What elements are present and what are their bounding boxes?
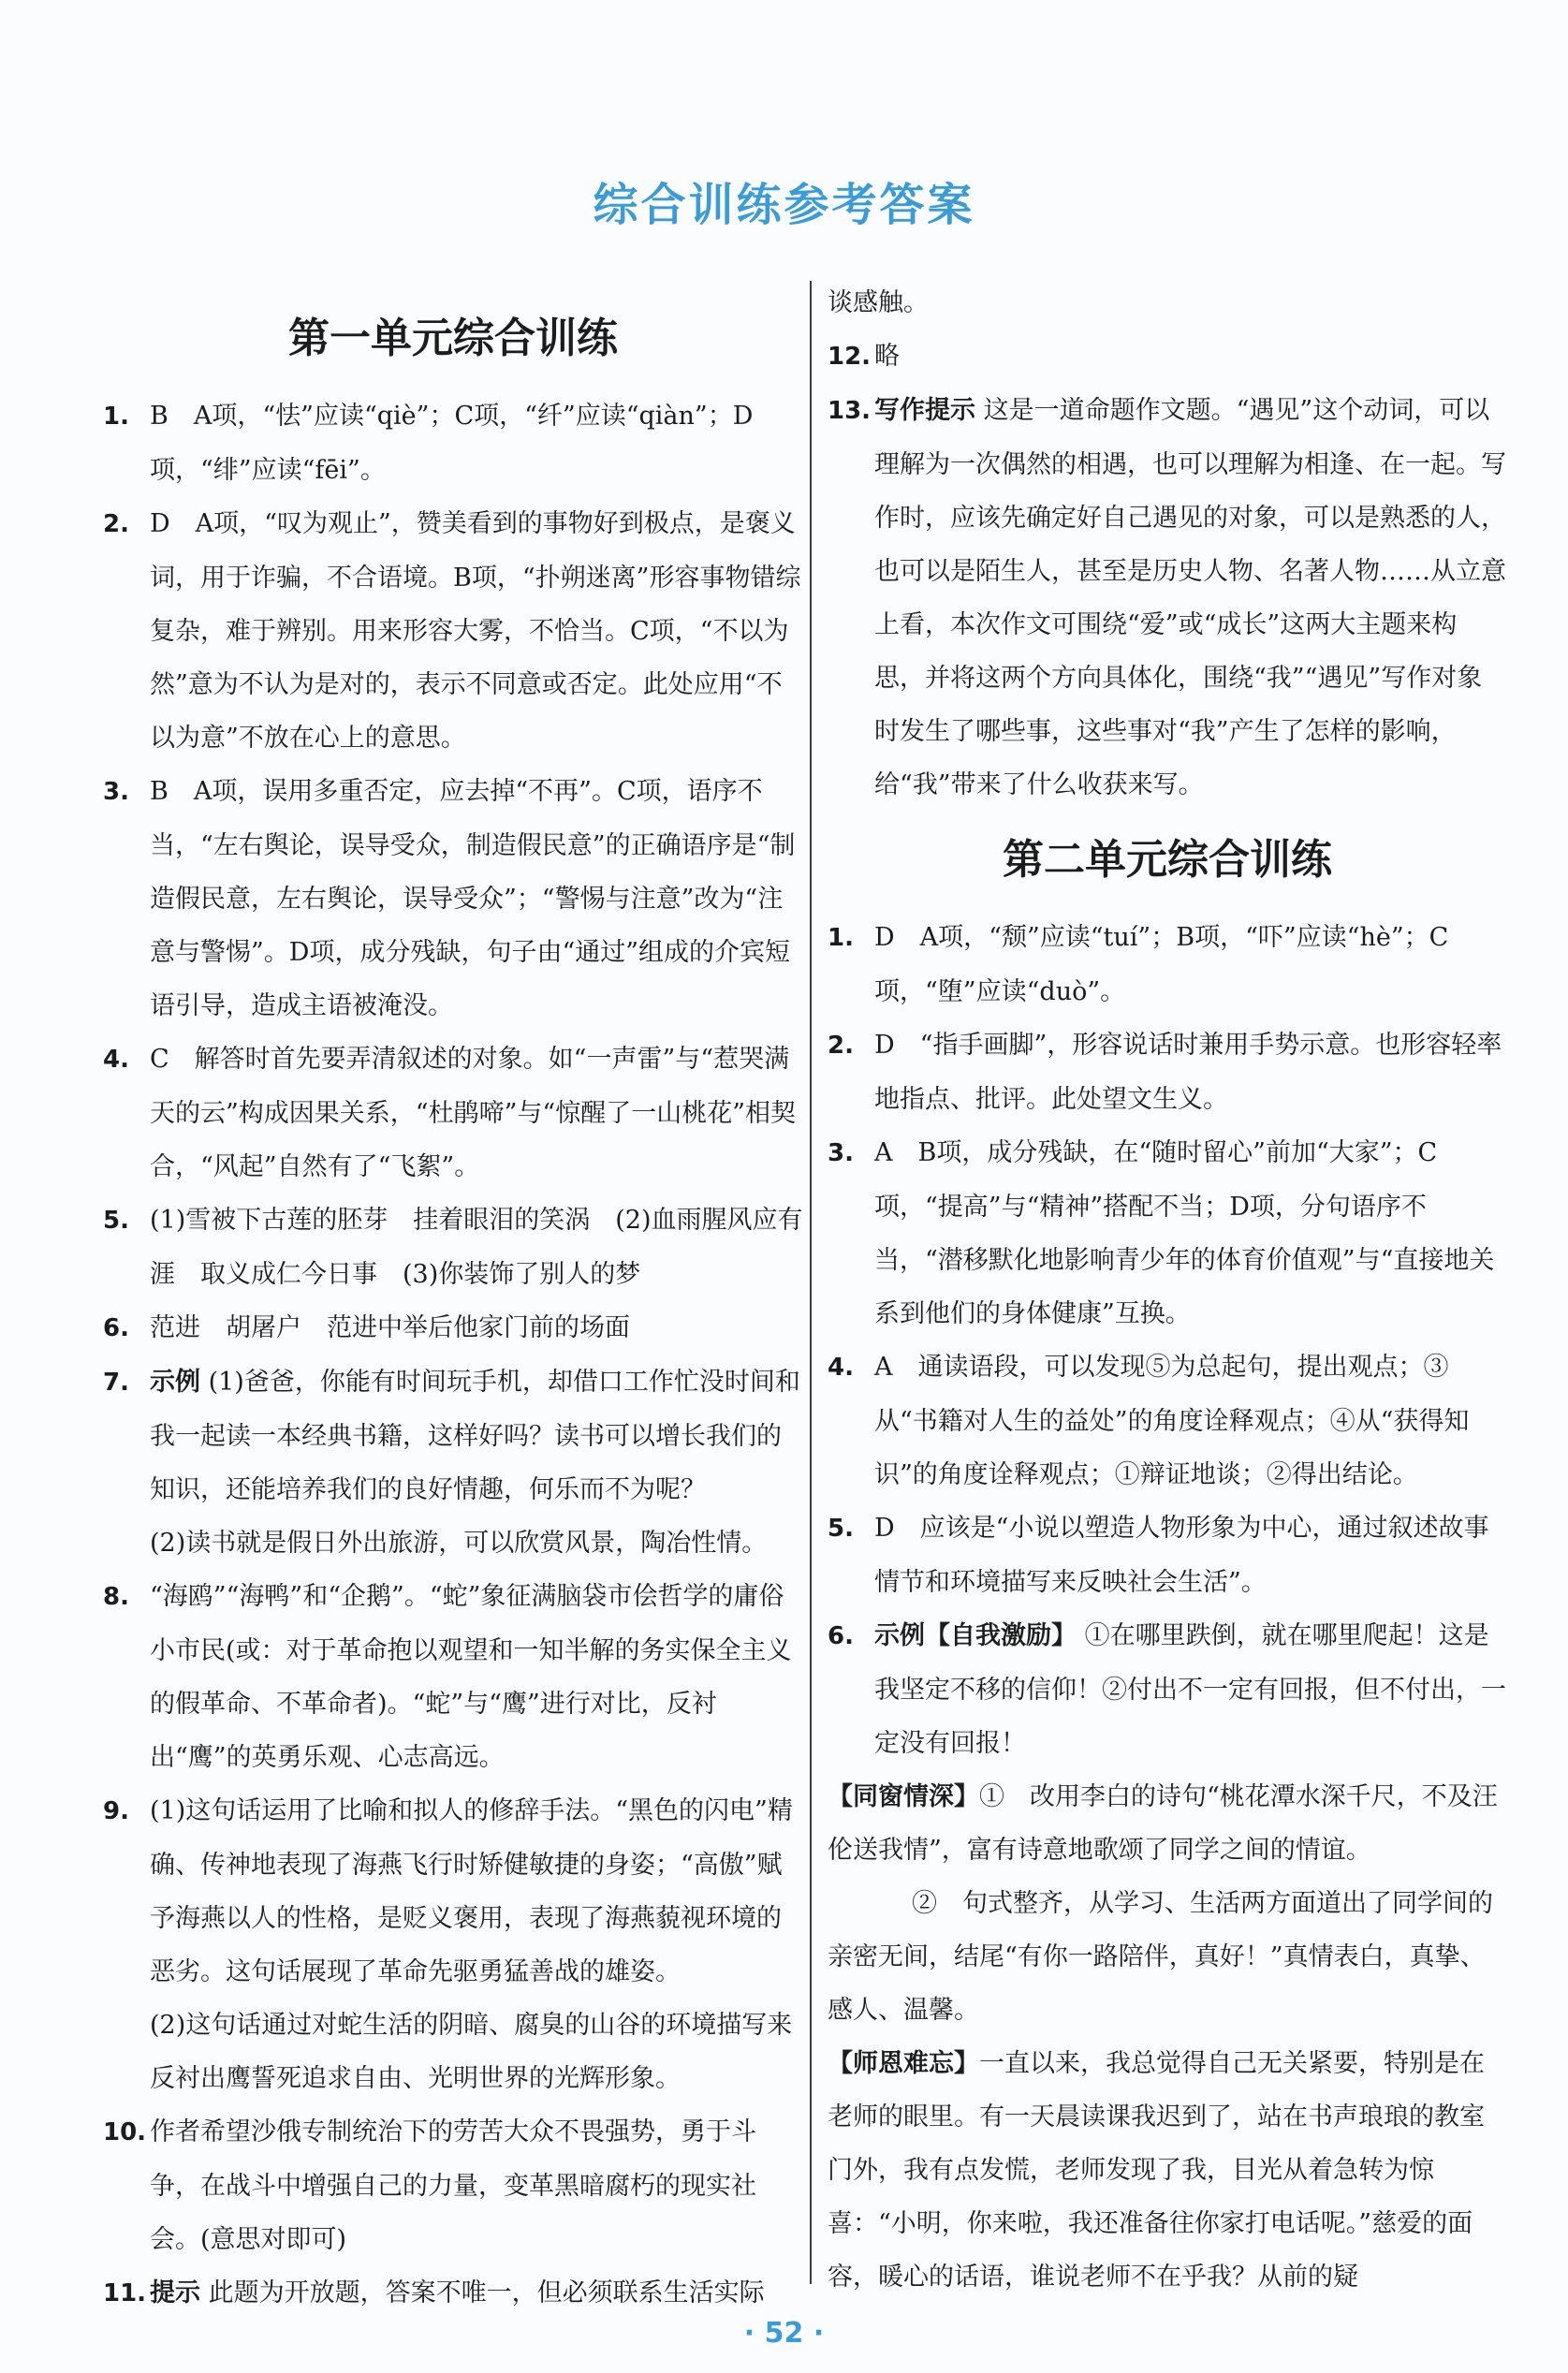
item-text: ①在哪里跌倒，就在哪里爬起！这是我坚定不移的信仰！②付出不一定有回报，但不付出，一定没有回报！ xyxy=(874,1621,1506,1758)
item-number: 9. xyxy=(103,1797,129,1825)
right-column xyxy=(828,276,1507,2304)
list-item xyxy=(103,497,803,765)
item-number: 5. xyxy=(103,1207,129,1235)
list-item xyxy=(103,2105,803,2266)
list-item xyxy=(103,1570,803,1784)
item-lead: 示例【自我激励】 xyxy=(874,1621,1077,1650)
list-item xyxy=(103,1301,803,1355)
list-item xyxy=(103,765,803,1033)
item-text: 此题为开放题，答案不唯一，但必须联系生活实际 xyxy=(208,2278,765,2307)
list-item xyxy=(828,1018,1507,1126)
list-item xyxy=(103,1355,803,1516)
list-item xyxy=(828,1609,1507,1770)
list-item xyxy=(103,1999,803,2105)
item-number: 1. xyxy=(828,924,854,952)
item-text: 作者希望沙俄专制统治下的劳苦大众不畏强势，勇于斗争，在战斗中增强自己的力量，变革黑暗腐朽的现实社会。(意思对即可) xyxy=(150,2117,756,2254)
left-column xyxy=(103,281,803,2321)
item-text: B A项，误用多重否定，应去掉“不再”。C项，语序不当，“左右舆论，误导受众，制造假民意”的正确语序是“制造假民意，左右舆论，误导受众”；“警惕与注意”改为“注意与警惕”。D项，成分残缺，句子由“通过”组成的介宾短语引导，造成主语被淹没。 xyxy=(150,777,796,1020)
item-text: D A项，“叹为观止”，赞美看到的事物好到极点，是褒义词，用于诈骗，不合语境。B项，“扑朔迷离”形容事物错综复杂，难于辨别。用来形容大雾，不恰当。C项，“不以为然”意为不认为是对的，表示不同意或否定。此处应用“不以为意”不放在心上的意思。 xyxy=(150,509,801,753)
answer-list-unit1 xyxy=(103,389,803,2321)
item-number: 7. xyxy=(103,1369,129,1397)
item-number: 6. xyxy=(103,1314,129,1342)
item-text: C 解答时首先要弄清叙述的对象。如“一声雷”与“惹哭满天的云”构成因果关系，“杜鹃啼”与“惊醒了一山桃花”相契合，“风起”自然有了“飞絮”。 xyxy=(150,1045,797,1181)
item-text: (2)这句话通过对蛇生活的阴暗、腐臭的山谷的环境描写来反衬出鹰誓死追求自由、光明世界的光辉形象。 xyxy=(150,2011,793,2093)
item-number: 12. xyxy=(828,343,872,371)
item-text: A B项，成分残缺，在“随时留心”前加“大家”；C项，“提高”与“精神”搭配不当；D项，分句语序不当，“潜移默化地影响青少年的体育价值观”与“直接地关系到他们的身体健康”互换。 xyxy=(874,1138,1495,1328)
item-number: 4. xyxy=(828,1354,854,1382)
answer-list-unit2 xyxy=(828,911,1507,1770)
item-text: 这是一道命题作文题。“遇见”这个动词，可以理解为一次偶然的相遇，也可以理解为相逢、在一起。写作时，应该先确定好自己遇见的对象，可以是熟悉的人，也可以是陌生人，甚至是历史人物、名著人物……从立意上看，本次作文可围绕“爱”或“成长”这两大主题来构思，并将这两个方向具体化，围绕“我”“遇见”写作对象时发生了哪些事，这些事对“我”产生了怎样的影响，给“我”带来了什么收获来写。 xyxy=(874,396,1506,799)
item-text: (1)雪被下古莲的胚芽 挂着眼泪的笑涡 (2)血雨腥风应有涯 取义成仁今日事 (3)你装饰了别人的梦 xyxy=(150,1206,803,1289)
list-item xyxy=(828,1770,1507,1877)
answer-list-unit1-cont xyxy=(828,330,1507,812)
column-divider xyxy=(810,281,812,2284)
item-text: (1)这句话运用了比喻和拟人的修辞手法。“黑色的闪电”精确、传神地表现了海燕飞行时矫健敏捷的身姿；“高傲”赋予海燕以人的性格，是贬义褒用，表现了海燕藐视环境的恶劣。这句话展现了革命先驱勇猛善战的雄姿。 xyxy=(150,1796,793,1986)
item-lead: 提示 xyxy=(150,2278,200,2307)
list-item xyxy=(103,389,803,497)
list-item xyxy=(828,1877,1507,2037)
item-number: 2. xyxy=(828,1032,854,1060)
item-number: 10. xyxy=(103,2118,147,2146)
item-number: 1. xyxy=(103,403,129,431)
list-item xyxy=(828,1126,1507,1340)
shien-text: 一直以来，我总觉得自己无关紧要，特别是在老师的眼里。有一天晨读课我迟到了，站在书声琅琅的教室门外，我有点发慌，老师发现了我，目光从着急转为惊喜：“小明，你来啦，我还准备往你家打电话呢。”慈爱的面容，暖心的话语，谁说老师不在乎我？从前的疑 xyxy=(828,2049,1485,2292)
list-item xyxy=(103,2266,803,2321)
item-text: D 应该是“小说以塑造人物形象为中心，通过叙述故事情节和环境描写来反映社会生活”。 xyxy=(874,1514,1489,1597)
list-item xyxy=(103,1516,803,1570)
item-lead: 示例 xyxy=(150,1368,200,1397)
item-number: 8. xyxy=(103,1583,129,1611)
section-title-unit2: 第二单元综合训练 xyxy=(1003,836,1332,884)
item-number: 6. xyxy=(828,1622,854,1650)
continuation-text: 谈感触。 xyxy=(828,288,929,317)
page-number: · 52 · xyxy=(743,2317,825,2350)
list-item xyxy=(828,1501,1507,1609)
list-item xyxy=(828,2037,1507,2304)
list-item xyxy=(103,1194,803,1301)
tongchuang-text-1: ① 改用李白的诗句“桃花潭水深千尺，不及汪伦送我情”，富有诗意地歌颂了同学之间的情谊。 xyxy=(828,1782,1498,1865)
item-number: 11. xyxy=(103,2279,147,2307)
item-number: 2. xyxy=(103,510,129,538)
item-text: A 通读语段，可以发现⑤为总起句，提出观点；③从“书籍对人生的益处”的角度诠释观点；④从“获得知识”的角度诠释观点；①辩证地谈；②得出结论。 xyxy=(874,1353,1470,1489)
list-item xyxy=(828,384,1507,812)
item-text: 范进 胡屠户 范进中举后他家门前的场面 xyxy=(150,1313,630,1342)
tongchuang-label: 【同窗情深】 xyxy=(828,1782,979,1811)
item-number: 3. xyxy=(103,778,129,806)
list-item xyxy=(828,911,1507,1018)
page-title: 综合训练参考答案 xyxy=(593,179,975,231)
item-text: (1)爸爸，你能有时间玩手机，却借口工作忙没时间和我一起读一本经典书籍，这样好吗？读书可以增长我们的知识，还能培养我们的良好情趣，何乐而不为呢？ xyxy=(150,1368,800,1504)
item-text: “海鸥”“海鸭”和“企鹅”。“蛇”象征满脑袋市侩哲学的庸俗小市民(或：对于革命抱以观望和一知半解的务实保全主义的假革命、不革命者)。“蛇”与“鹰”进行对比，反衬出“鹰”的英勇乐观、心志高远。 xyxy=(150,1582,792,1772)
item-number: 3. xyxy=(828,1139,854,1167)
shien-label: 【师恩难忘】 xyxy=(828,2049,979,2078)
item-number: 5. xyxy=(828,1515,854,1543)
item-text: 略 xyxy=(874,342,900,371)
list-item xyxy=(828,1340,1507,1501)
item-number: 4. xyxy=(103,1046,129,1074)
item-text: D A项，“颓”应读“tuí”；B项，“吓”应读“hè”；C项，“堕”应读“duò”。 xyxy=(874,923,1449,1006)
tongchuang-text-2: ② 句式整齐，从学习、生活两方面道出了同学间的亲密无间，结尾“有你一路陪伴，真好！”真情表白，真挚、感人、温馨。 xyxy=(828,1889,1493,2025)
list-item xyxy=(103,1033,803,1194)
list-item xyxy=(103,1784,803,1999)
item-text: (2)读书就是假日外出旅游，可以欣赏风景，陶冶性情。 xyxy=(150,1529,768,1558)
item-text: B A项，“怯”应读“qiè”；C项，“纤”应读“qiàn”；D项，“绯”应读“fēi”。 xyxy=(150,402,754,485)
item-number: 13. xyxy=(828,397,872,425)
item-lead: 写作提示 xyxy=(874,396,975,425)
item-text: D “指手画脚”，形容说话时兼用手势示意。也形容轻率地指点、批评。此处望文生义。 xyxy=(874,1031,1502,1114)
list-item xyxy=(828,330,1507,384)
section-title-unit1: 第一单元综合训练 xyxy=(288,315,618,362)
